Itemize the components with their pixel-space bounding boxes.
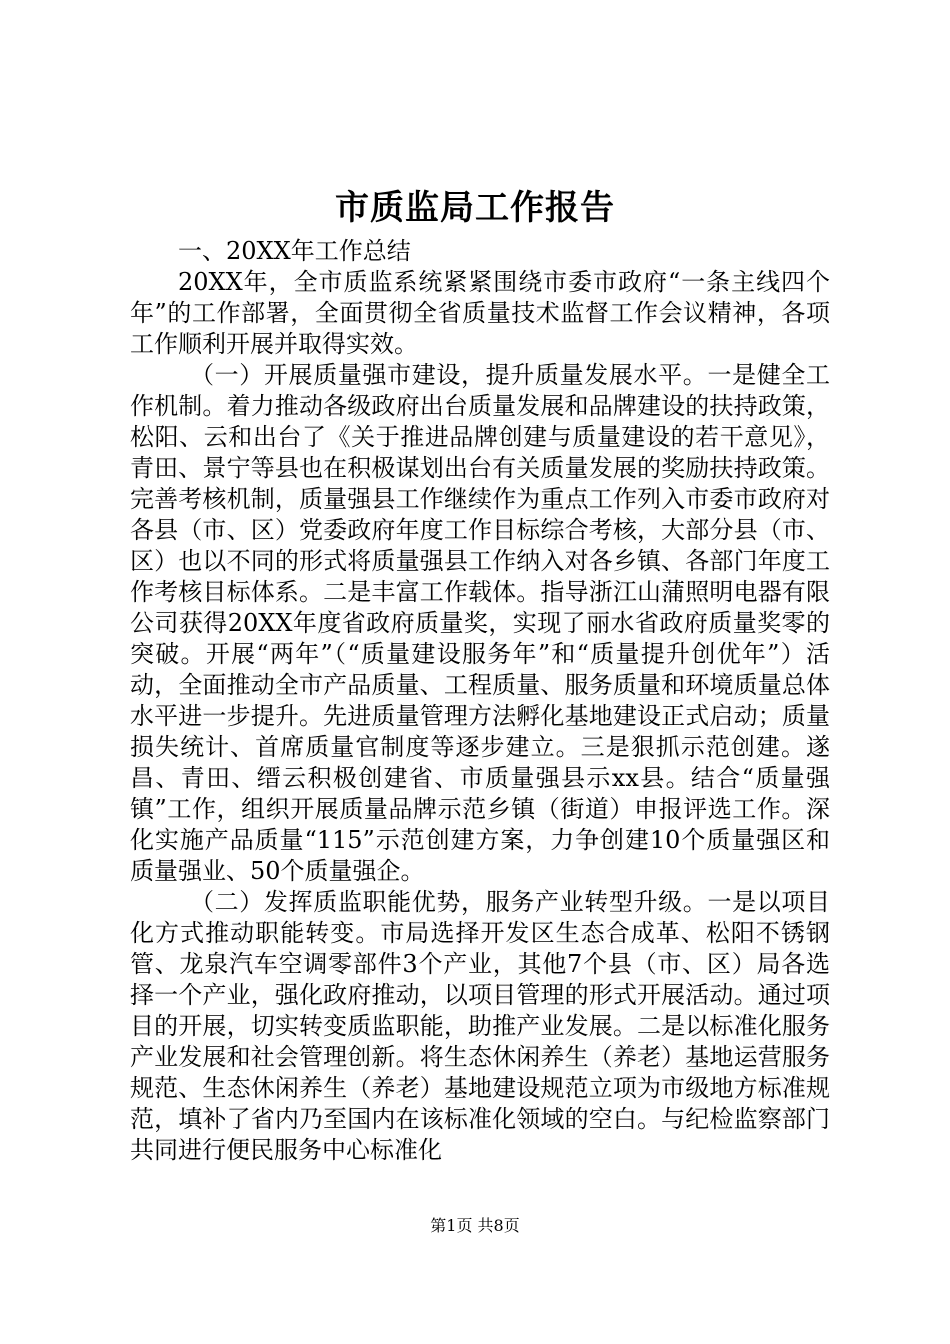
document-body	[130, 236, 830, 1166]
paragraph-section-2: （二）发挥质监职能优势，服务产业转型升级。一是以项目化方式推动职能转变。市局选择开发区生态合成革、松阳不锈钢管、龙泉汽车空调零部件3个产业，其他7个县（市、区）局各选择一个产业，强化政府推动，以项目管理的形式开展活动。通过项目的开展，切实转变质监职能，助推产业发展。二是以标准化服务产业发展和社会管理创新。将生态休闲养生（养老）基地运营服务规范、生态休闲养生（养老）基地建设规范立项为市级地方标准规范，填补了省内乃至国内在该标准化领域的空白。与纪检监察部门共同进行便民服务中心标准化	[130, 888, 830, 1164]
document-title: 市质监局工作报告	[335, 188, 615, 228]
page-footer: 第1页 共8页	[430, 1216, 520, 1235]
paragraph-section-1: （一）开展质量强市建设，提升质量发展水平。一是健全工作机制。着力推动各级政府出台质量发展和品牌建设的扶持政策，松阳、云和出台了《关于推进品牌创建与质量建设的若干意见》，青田、景宁等县也在积极谋划出台有关质量发展的奖励扶持政策。完善考核机制，质量强县工作继续作为重点工作列入市委市政府对各县（市、区）党委政府年度工作目标综合考核，大部分县（市、区）也以不同的形式将质量强县工作纳入对各乡镇、各部门年度工作考核目标体系。二是丰富工作载体。指导浙江山蒲照明电器有限公司获得20XX年度省政府质量奖，实现了丽水省政府质量奖零的突破。开展“两年”（“质量建设服务年”和“质量提升创优年”）活动，全面推动全市产品质量、工程质量、服务质量和环境质量总体水平进一步提升。先进质量管理方法孵化基地建设正式启动；质量损失统计、首席质量官制度等逐步建立。三是狠抓示范创建。遂昌、青田、缙云积极创建省、市质量强县示xx县。结合“质量强镇”工作，组织开展质量品牌示范乡镇（街道）申报评选工作。深化实施产品质量“115”示范创建方案，力争创建10个质量强区和质量强业、50个质量强企。	[130, 361, 830, 885]
paragraph-intro: 20XX年，全市质监系统紧紧围绕市委市政府“一条主线四个年”的工作部署，全面贯彻全省质量技术监督工作会议精神，各项工作顺利开展并取得实效。	[130, 268, 830, 358]
section-heading: 一、20XX年工作总结	[178, 237, 411, 265]
